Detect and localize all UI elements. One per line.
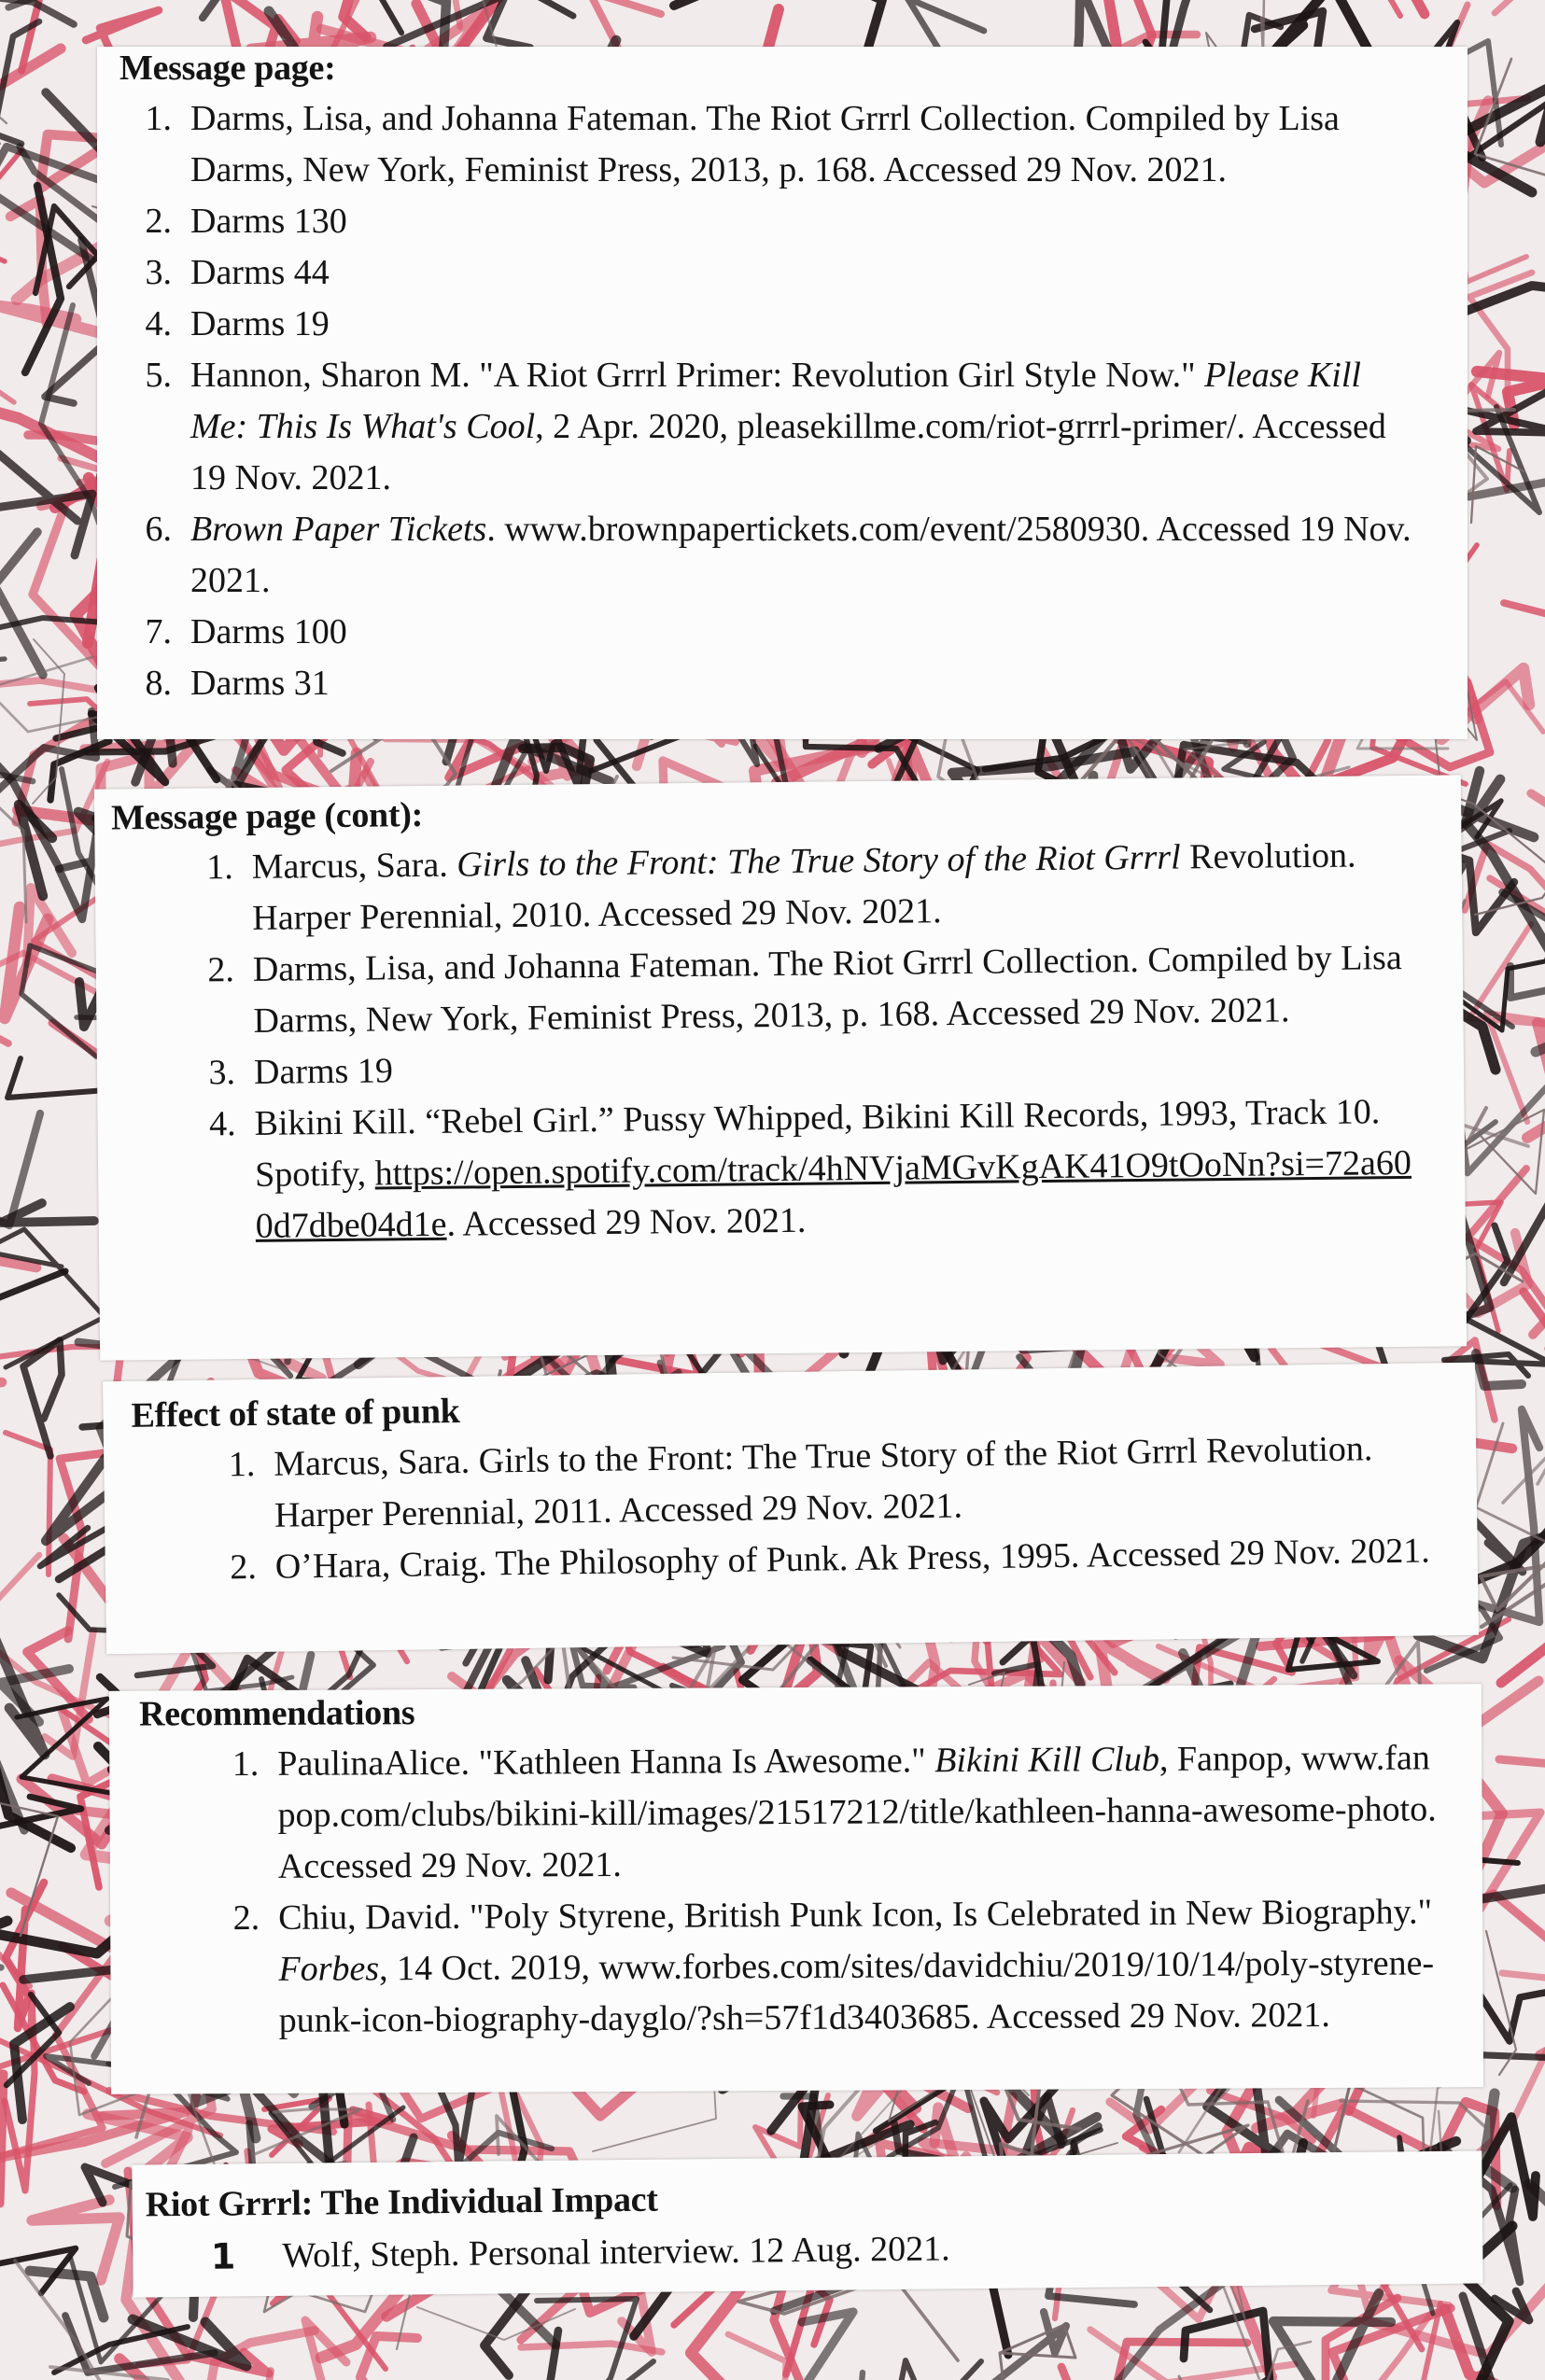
citation-item: 2. Darms 130 xyxy=(145,202,347,241)
citation-list xyxy=(104,1419,1478,1596)
spotify-link[interactable]: https://open.spotify.com/track/4hNVjaMGvKgAK41O9tOoNn?si=72a600d7dbe04d1e xyxy=(255,1142,1412,1246)
citation-item: 6. Brown Paper Tickets. www.brownpapertickets.com/event/2580930. Accessed 19 Nov. 2021. xyxy=(145,510,1412,600)
section-heading: Effect of state of punk xyxy=(131,1391,460,1435)
publication-title: Brown Paper Tickets xyxy=(190,510,487,549)
citation-item: 4. Darms 19 xyxy=(145,304,330,343)
section-heading: Message page: xyxy=(119,49,336,88)
section-recommendations xyxy=(109,1684,1483,2094)
citation-item: 5. Hannon, Sharon M. "A Riot Grrrl Primer: Revolution Girl Style Now." Please Kill Me: This Is What's Cool, 2 Apr. 2020, pleasekillme.com/riot-grrrl-primer/. Accessed 19 Nov. 2021. xyxy=(145,356,1386,497)
section-heading: Message page (cont): xyxy=(110,794,424,838)
citation-item: 3. Darms 19 xyxy=(208,1051,394,1093)
citation-item: 3. Darms 44 xyxy=(145,253,330,292)
citation-list xyxy=(94,825,1466,1253)
section-individual-impact xyxy=(132,2150,1482,2297)
citation-list xyxy=(97,90,1468,709)
citation-item: 4. Bikini Kill. “Rebel Girl.” Pussy Whipped, Bikini Kill Records, 1993, Track 10. Spotify, https://open.spotify.com/track/4hNVjaMGvKgAK41O9tOoNn?si=72a600d7dbe04d1e. Accessed 29 Nov. 2021. xyxy=(208,1092,1412,1246)
section-message-page-cont xyxy=(94,775,1467,1360)
citation-item: 2. Darms, Lisa, and Johanna Fateman. The Riot Grrrl Collection. Compiled by Lisa Darms, New York, Feminist Press, 2013, p. 168. Accessed 29 Nov. 2021. xyxy=(207,938,1402,1041)
section-heading: Recommendations xyxy=(138,1693,415,1734)
publication-title: Girls to the Front: The True Story of the Riot Grrrl xyxy=(456,837,1181,885)
citation-item: 1. Marcus, Sara. Girls to the Front: The True Story of the Riot Grrrl Revolution. Harper Perennial, 2011. Accessed 29 Nov. 2021. xyxy=(228,1429,1373,1535)
citation-item: 7. Darms 100 xyxy=(145,612,347,651)
publication-title: Please Kill Me: This Is What's Cool xyxy=(190,356,1361,446)
publication-title: Bikini Kill Club xyxy=(934,1739,1160,1781)
publication-title: Forbes xyxy=(278,1949,380,1989)
section-heading: Riot Grrrl: The Individual Impact xyxy=(145,2179,658,2225)
citation-item: 1. PaulinaAlice. "Kathleen Hanna Is Awesome." Bikini Kill Club, Fanpop, www.fanpop.com/clubs/bikini-kill/images/21517212/title/kathleen-hanna-awesome-photo. Accessed 29 Nov. 2021. xyxy=(232,1738,1437,1886)
citation-item: 1. Darms, Lisa, and Johanna Fateman. The Riot Grrrl Collection. Compiled by Lisa Darms, New York, Feminist Press, 2013, p. 168. Accessed 29 Nov. 2021. xyxy=(145,99,1340,189)
citation-item: 2. O’Hara, Craig. The Philosophy of Punk. Ak Press, 1995. Accessed 29 Nov. 2021. xyxy=(230,1531,1431,1588)
section-message-page xyxy=(97,47,1468,739)
section-effect-of-state-of-punk xyxy=(103,1363,1479,1654)
citation-item: 2. Chiu, David. "Poly Styrene, British Punk Icon, Is Celebrated in New Biography." Forbes, 14 Oct. 2019, www.forbes.com/sites/davidchiu/2019/10/14/poly-styrene-punk-icon-biography-dayglo/?sh=57f1d3403685. Accessed 29 Nov. 2021. xyxy=(232,1892,1435,2040)
citation-item: 1. Marcus, Sara. Girls to the Front: The True Story of the Riot Grrrl Revolution. Harper Perennial, 2010. Accessed 29 Nov. 2021. xyxy=(205,835,1356,938)
citation-list xyxy=(109,1729,1483,2048)
citation-item: 1 Wolf, Steph. Personal interview. 12 Aug. 2021. xyxy=(210,2229,950,2277)
citation-item: 8. Darms 31 xyxy=(145,664,330,703)
